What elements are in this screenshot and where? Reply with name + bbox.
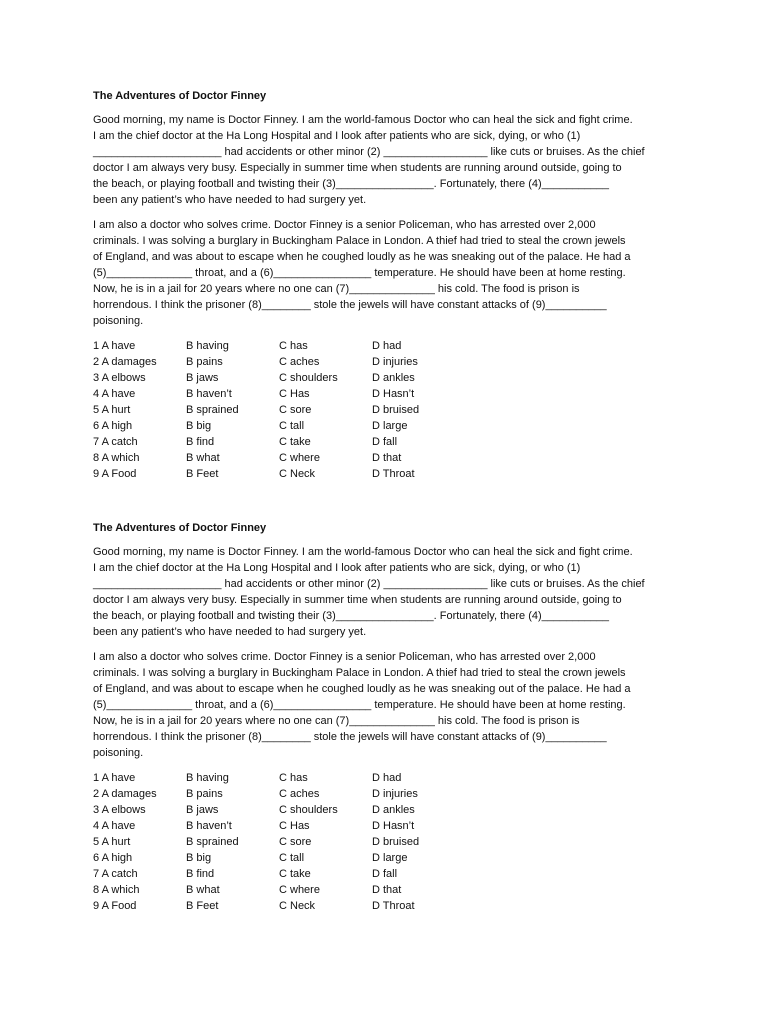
option-row-1 [93,338,683,354]
paragraph-2 [93,217,683,329]
paragraph-2-line: Now, he is in a jail for 20 years where no one can (7)______________ his cold. The food is prison is [93,283,580,295]
paragraph-2-line: Now, he is in a jail for 20 years where no one can (7)______________ his cold. The food is prison is [93,715,580,727]
option-a: 8 A which [93,884,140,896]
option-d: D had [372,340,402,352]
paragraph-1-line: I am the chief doctor at the Ha Long Hospital and I look after patients who are sick, dying, or who (1) [93,562,581,574]
option-d: D bruised [372,404,420,416]
option-row-1 [93,770,683,786]
option-d: D Hasn’t [372,388,415,400]
option-row-6 [93,850,683,866]
option-a: 6 A high [93,852,133,864]
paragraph-2-line: I am also a doctor who solves crime. Doctor Finney is a senior Policeman, who has arrested over 2,000 [93,219,596,231]
option-row-7 [93,866,683,882]
option-c: C has [279,772,308,784]
option-b: B Feet [186,468,219,480]
option-b: B pains [186,356,223,368]
paragraph-1-line: Good morning, my name is Doctor Finney. I am the world-famous Doctor who can heal the sick and fight crime. [93,114,633,126]
worksheet-copy-2 [93,520,683,914]
option-a: 2 A damages [93,788,157,800]
paragraph-1 [93,544,683,640]
option-a: 1 A have [93,772,136,784]
option-row-3 [93,370,683,386]
option-d: D large [372,420,408,432]
option-a: 3 A elbows [93,804,146,816]
option-b: B having [186,340,229,352]
option-a: 9 A Food [93,900,137,912]
paragraph-2-line: of England, and was about to escape when he coughed loudly as he was sneaking out of the palace. He had a [93,683,631,695]
option-c: C aches [279,788,320,800]
option-a: 3 A elbows [93,372,146,384]
option-b: B big [186,852,212,864]
paragraph-2-line: (5)______________ throat, and a (6)________________ temperature. He should have been at home resting. [93,267,626,279]
option-row-2 [93,354,683,370]
option-b: B what [186,452,220,464]
option-b: B find [186,868,215,880]
option-c: C tall [279,852,305,864]
paragraph-2 [93,649,683,761]
option-row-7 [93,434,683,450]
paragraph-2-line: poisoning. [93,315,144,327]
option-c: C shoulders [279,804,338,816]
option-a: 4 A have [93,388,136,400]
option-c: C aches [279,356,320,368]
option-d: D injuries [372,356,418,368]
option-d: D fall [372,436,398,448]
option-b: B haven’t [186,388,232,400]
option-row-3 [93,802,683,818]
paragraph-1-line: I am the chief doctor at the Ha Long Hospital and I look after patients who are sick, dying, or who (1) [93,130,581,142]
paragraph-2-line: horrendous. I think the prisoner (8)________ stole the jewels will have constant attacks of (9)__________ [93,731,607,743]
option-a: 8 A which [93,452,140,464]
option-d: D injuries [372,788,418,800]
paragraph-2-line: horrendous. I think the prisoner (8)________ stole the jewels will have constant attacks of (9)__________ [93,299,607,311]
option-c: C Has [279,820,310,832]
option-b: B Feet [186,900,219,912]
paragraph-1-line: _____________________ had accidents or other minor (2) _________________ like cuts or bruises. As the chief [93,578,645,590]
option-c: C take [279,436,311,448]
option-a: 7 A catch [93,868,138,880]
option-row-4 [93,818,683,834]
option-c: C has [279,340,308,352]
option-c: C where [279,884,320,896]
option-row-8 [93,450,683,466]
option-row-5 [93,402,683,418]
option-b: B big [186,420,212,432]
option-a: 2 A damages [93,356,157,368]
paragraph-1 [93,112,683,208]
option-d: D Hasn’t [372,820,415,832]
paragraph-1-line: been any patient’s who have needed to had surgery yet. [93,626,367,638]
option-a: 7 A catch [93,436,138,448]
option-c: C Neck [279,900,316,912]
paragraph-2-line: of England, and was about to escape when he coughed loudly as he was sneaking out of the palace. He had a [93,251,631,263]
option-d: D that [372,884,402,896]
option-a: 6 A high [93,420,133,432]
paragraph-1-line: the beach, or playing football and twisting their (3)________________. Fortunately, there (4)___________ [93,610,609,622]
worksheet-title: The Adventures of Doctor Finney [93,90,267,102]
option-b: B find [186,436,215,448]
option-c: C tall [279,420,305,432]
option-d: D Throat [372,468,415,480]
option-c: C Has [279,388,310,400]
option-row-9 [93,898,683,914]
paragraph-2-line: criminals. I was solving a burglary in Buckingham Palace in London. A thief had tried to steal the crown jewels [93,667,626,679]
option-c: C take [279,868,311,880]
paragraph-1-line: doctor I am always very busy. Especially in summer time when students are running around outside, going to [93,594,622,606]
option-d: D ankles [372,804,415,816]
worksheet-copy-1 [93,88,683,482]
option-a: 4 A have [93,820,136,832]
option-a: 5 A hurt [93,836,131,848]
paragraph-2-line: poisoning. [93,747,144,759]
option-b: B sprained [186,836,239,848]
option-a: 5 A hurt [93,404,131,416]
option-row-8 [93,882,683,898]
option-c: C sore [279,836,312,848]
paragraph-1-line: the beach, or playing football and twisting their (3)________________. Fortunately, there (4)___________ [93,178,609,190]
option-d: D large [372,852,408,864]
option-b: B jaws [186,372,219,384]
paragraph-1-line: _____________________ had accidents or other minor (2) _________________ like cuts or bruises. As the chief [93,146,645,158]
option-c: C shoulders [279,372,338,384]
paragraph-1-line: been any patient’s who have needed to had surgery yet. [93,194,367,206]
paragraph-2-line: criminals. I was solving a burglary in Buckingham Palace in London. A thief had tried to steal the crown jewels [93,235,626,247]
option-row-6 [93,418,683,434]
option-d: D Throat [372,900,415,912]
option-d: D that [372,452,402,464]
option-b: B sprained [186,404,239,416]
option-c: C where [279,452,320,464]
option-d: D had [372,772,402,784]
option-b: B what [186,884,220,896]
option-a: 1 A have [93,340,136,352]
option-row-5 [93,834,683,850]
worksheet-title: The Adventures of Doctor Finney [93,522,267,534]
option-d: D fall [372,868,398,880]
option-row-4 [93,386,683,402]
answer-options [93,338,683,482]
option-b: B jaws [186,804,219,816]
option-row-2 [93,786,683,802]
option-c: C Neck [279,468,316,480]
option-d: D bruised [372,836,420,848]
option-c: C sore [279,404,312,416]
answer-options [93,770,683,914]
option-a: 9 A Food [93,468,137,480]
option-d: D ankles [372,372,415,384]
option-b: B pains [186,788,223,800]
paragraph-1-line: Good morning, my name is Doctor Finney. I am the world-famous Doctor who can heal the sick and fight crime. [93,546,633,558]
paragraph-2-line: (5)______________ throat, and a (6)________________ temperature. He should have been at home resting. [93,699,626,711]
option-b: B haven’t [186,820,232,832]
option-b: B having [186,772,229,784]
option-row-9 [93,466,683,482]
paragraph-2-line: I am also a doctor who solves crime. Doctor Finney is a senior Policeman, who has arrested over 2,000 [93,651,596,663]
paragraph-1-line: doctor I am always very busy. Especially in summer time when students are running around outside, going to [93,162,622,174]
